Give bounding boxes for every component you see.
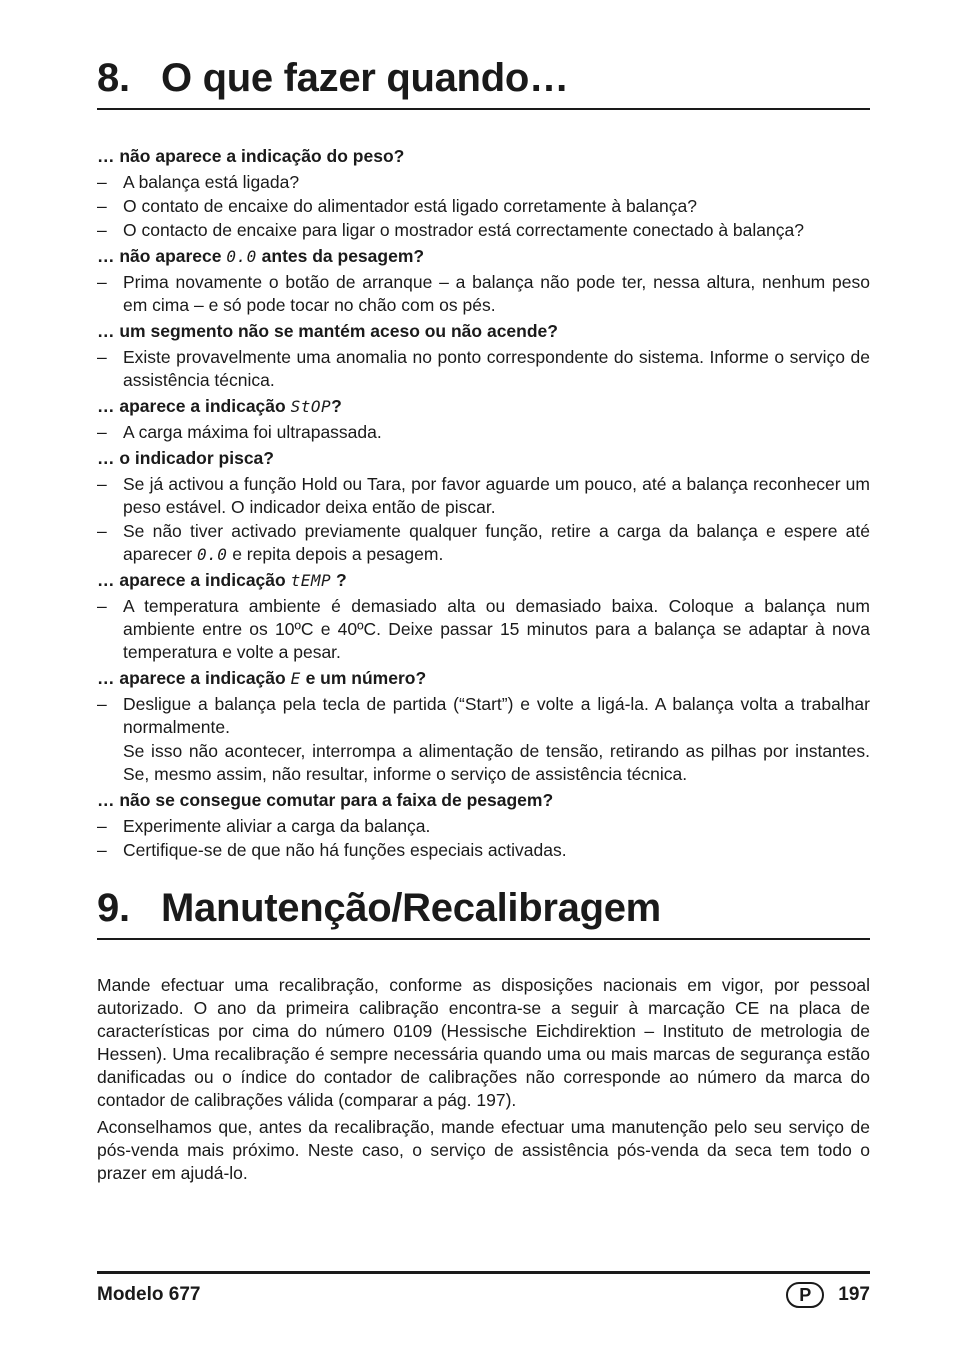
question-error: … aparece a indicação E e um número? <box>97 668 427 688</box>
answer-item: – A carga máxima foi ultrapassada. <box>97 422 382 442</box>
language-badge: P <box>786 1282 824 1308</box>
question-range: … não se consegue comutar para a faixa de pesagem? <box>97 790 554 810</box>
answer-item: – Se não tiver activado previamente qualquer função, retire a carga da balança e espere até aparecer 0.0 e repita depois a pesagem. <box>97 521 870 564</box>
section-9-title: Manutenção/Recalibragem <box>161 886 661 930</box>
answer-item: – O contato de encaixe do alimentador está ligado corretamente à balança? <box>97 196 697 216</box>
paragraph: Mande efectuar uma recalibração, conforme as disposições nacionais em vigor, por pessoal autorizado. O ano da primeira calibração encontra-se a seguir à marcação CE na placa de características por cima do número 0109 (Hessische Eichdirektion – Instituto de metrologia de Hessen). Uma recalibração é sempre necessária quando uma ou mais marcas de segurança estão danificadas ou o índice do contador de calibrações não corresponde ao número da marca do contador de calibrações válida (comparar a pág. 197). <box>97 975 870 1110</box>
question-temp: … aparece a indicação tEMP ? <box>97 570 347 590</box>
question-stop: … aparece a indicação StOP? <box>97 396 342 416</box>
answer-item: – A balança está ligada? <box>97 172 300 192</box>
answer-item: – Existe provavelmente uma anomalia no ponto correspondente do sistema. Informe o serviço de assistência técnica. <box>97 347 870 390</box>
paragraph: Aconselhamos que, antes da recalibração, mande efectuar uma manutenção pelo seu serviço de pós-venda mais próximo. Neste caso, o serviço de assistência pós-venda da seca tem todo o prazer em ajudá-lo. <box>97 1117 870 1183</box>
page-info <box>786 1282 870 1308</box>
section-9-heading <box>97 886 870 940</box>
section-9-body <box>97 974 870 1189</box>
section-8-number: 8. <box>97 56 130 100</box>
answer-item: – A temperatura ambiente é demasiado alta ou demasiado baixa. Coloque a balança num ambiente entre os 10ºC e 40ºC. Deixe passar 15 minutos para a balança se adaptar à nova temperatura e volte a pesar. <box>97 596 870 662</box>
lcd-code: tEMP <box>290 571 332 590</box>
answer-item: – Prima novamente o botão de arranque – a balança não pode ter, nessa altura, nenhum peso em cima – e só pode tocar no chão com os pés. <box>97 272 870 315</box>
lcd-code: 0.0 <box>226 247 257 266</box>
model-label: Modelo 677 <box>97 1284 201 1305</box>
answer-item: – Experimente aliviar a carga da balança. <box>97 816 431 836</box>
answer-item: – Certifique-se de que não há funções especiais activadas. <box>97 840 567 860</box>
question-segment: … um segmento não se mantém aceso ou não acende? <box>97 321 558 341</box>
troubleshooting-list <box>97 143 870 863</box>
lcd-code: 0.0 <box>196 545 228 564</box>
section-8-title: O que fazer quando… <box>161 56 569 100</box>
answer-item: – O contacto de encaixe para ligar o mostrador está correctamente conectado à balança? <box>97 220 804 240</box>
answer-item: – Se já activou a função Hold ou Tara, por favor aguarde um pouco, até a balança reconhecer um peso estável. O indicador deixa então de piscar. <box>97 474 870 517</box>
lcd-code: StOP <box>290 397 332 416</box>
question-no-weight: … não aparece a indicação do peso? <box>97 146 405 166</box>
question-no-zero: … não aparece 0.0 antes da pesagem? <box>97 246 425 266</box>
answer-continuation: Se isso não acontecer, interrompa a alimentação de tensão, retirando as pilhas por instantes. Se, mesmo assim, não resultar, informe o serviço de assistência técnica. <box>123 741 870 784</box>
question-blink: … o indicador pisca? <box>97 448 274 468</box>
page-number: 197 <box>838 1284 870 1305</box>
answer-item: – Desligue a balança pela tecla de partida (“Start”) e volte a ligá-la. A balança volta a trabalhar normalmente. <box>97 694 870 737</box>
section-8-heading <box>97 56 870 110</box>
lcd-code: E <box>290 669 301 688</box>
section-9-number: 9. <box>97 886 130 930</box>
page-footer <box>97 1271 870 1314</box>
